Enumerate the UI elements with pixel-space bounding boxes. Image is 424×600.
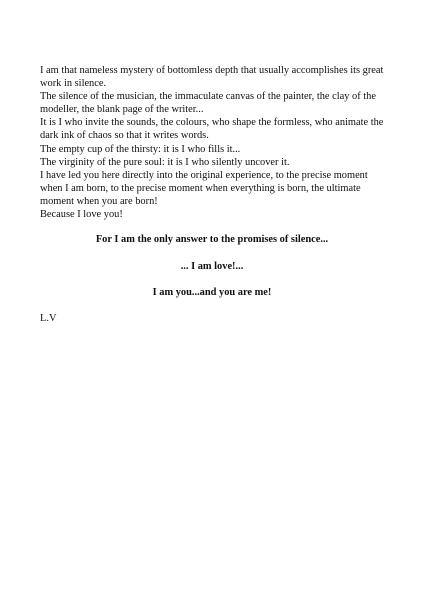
paragraph: I am that nameless mystery of bottomless depth that usually accomplishes its great work in silence. xyxy=(40,65,384,90)
paragraph: The empty cup of the thirsty: it is I who fills it... xyxy=(40,143,241,155)
centered-line-love: ... I am love!... xyxy=(180,261,244,272)
signature: L.V xyxy=(40,313,57,324)
paragraph: I have led you here directly into the original experience, to the precise moment when I am born, to the precise moment when everything is born, the ultimate moment when you are born! xyxy=(40,169,368,207)
centered-line-promises: For I am the only answer to the promises of silence... xyxy=(95,234,329,245)
paragraph: The silence of the musician, the immaculate canvas of the painter, the clay of the modeller, the blank page of the writer... xyxy=(40,91,376,116)
body-text xyxy=(40,64,390,221)
paragraph: The virginity of the pure soul: it is I who silently uncover it. xyxy=(40,156,290,168)
paragraph: Because I love you! xyxy=(40,209,123,221)
paragraph: It is I who invite the sounds, the colours, who shape the formless, who animate the dark ink of chaos so that it writes words. xyxy=(40,117,384,142)
centered-line-you-and-me: I am you...and you are me! xyxy=(152,287,272,298)
